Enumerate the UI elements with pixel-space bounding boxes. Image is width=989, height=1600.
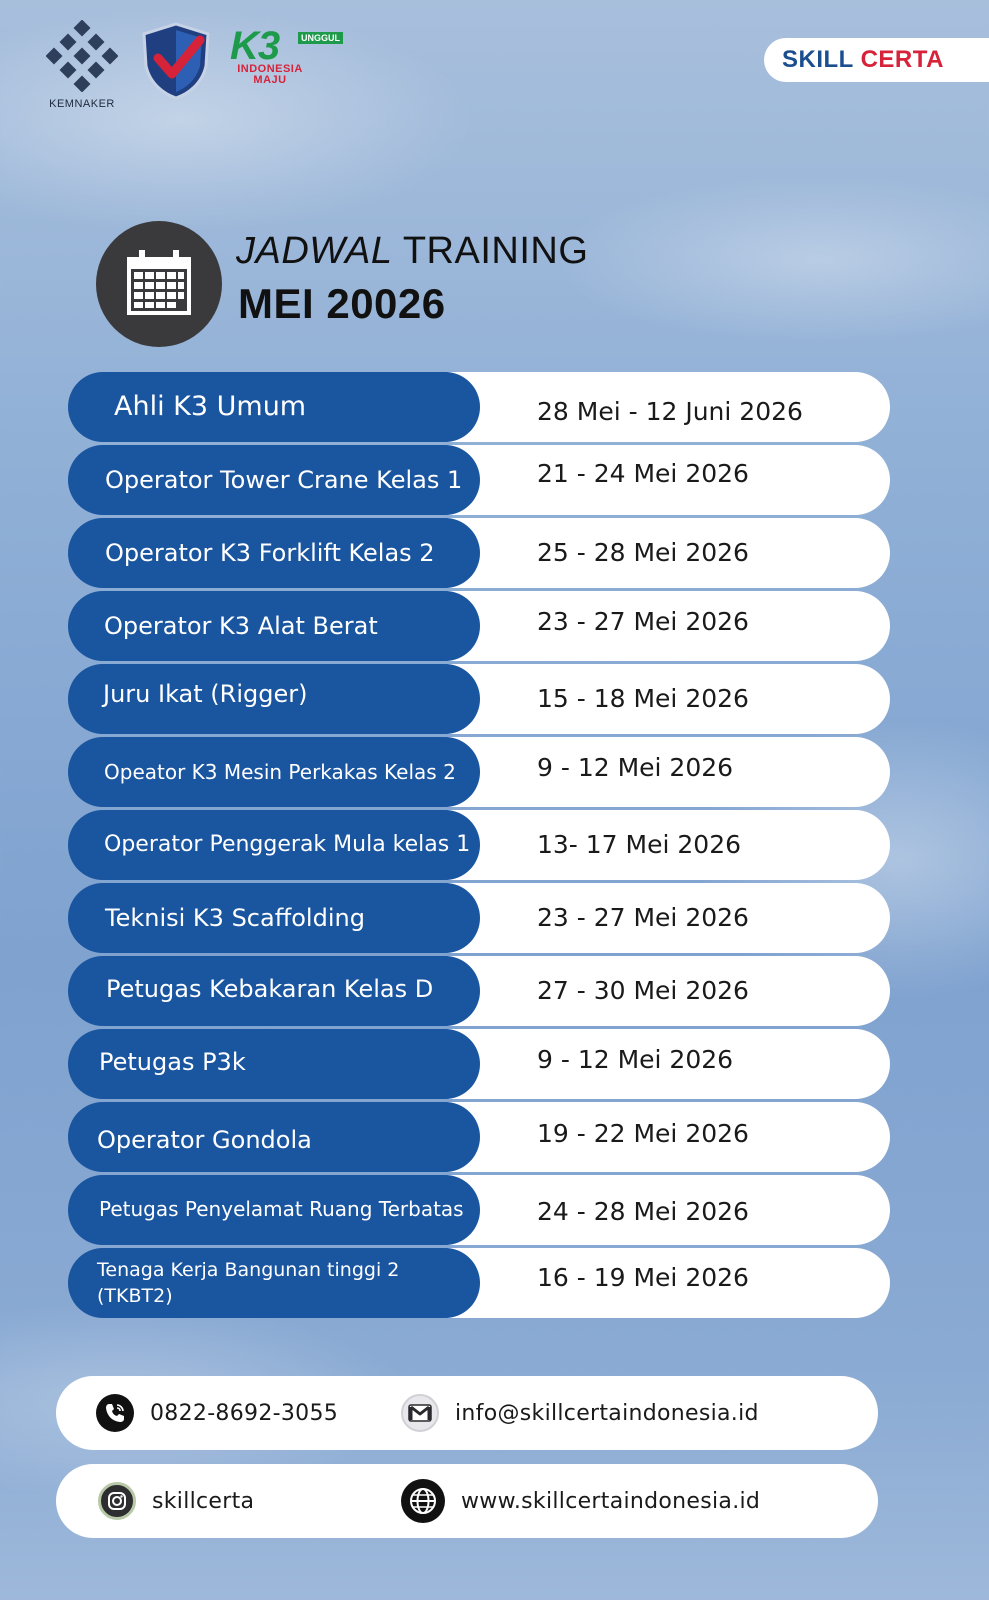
page-subtitle-month: MEI 20026 bbox=[238, 280, 446, 327]
course-name: Juru Ikat (Rigger) bbox=[103, 680, 308, 708]
contact-bar-primary bbox=[56, 1376, 878, 1450]
course-name: Operator Penggerak Mula kelas 1 bbox=[104, 832, 471, 857]
course-name: Petugas Kebakaran Kelas D bbox=[106, 975, 434, 1003]
course-name: Operator K3 Forklift Kelas 2 bbox=[105, 539, 435, 567]
phone-icon bbox=[96, 1394, 134, 1432]
course-name: Teknisi K3 Scaffolding bbox=[105, 904, 365, 932]
course-cell bbox=[68, 1029, 480, 1099]
schedule-row bbox=[68, 810, 890, 880]
k3-unggul-logo bbox=[230, 24, 350, 86]
shield-check-icon bbox=[140, 22, 212, 100]
course-date: 15 - 18 Mei 2026 bbox=[537, 684, 749, 713]
calendar-badge bbox=[96, 221, 222, 347]
course-cell bbox=[68, 518, 480, 588]
course-cell bbox=[68, 591, 480, 661]
mail-icon bbox=[401, 1394, 439, 1432]
title-jadwal: JADWAL bbox=[236, 230, 393, 272]
course-date: 9 - 12 Mei 2026 bbox=[537, 1045, 734, 1074]
brand-pill bbox=[764, 38, 989, 82]
k3-line1: INDONESIA bbox=[237, 63, 303, 75]
course-cell bbox=[68, 372, 480, 442]
course-date: 27 - 30 Mei 2026 bbox=[537, 976, 749, 1005]
shield-logo bbox=[140, 22, 212, 104]
course-date: 23 - 27 Mei 2026 bbox=[537, 607, 749, 636]
schedule-row bbox=[68, 737, 890, 807]
schedule-row bbox=[68, 1029, 890, 1099]
course-name: Ahli K3 Umum bbox=[114, 391, 307, 422]
website-contact[interactable] bbox=[401, 1464, 760, 1538]
course-cell bbox=[68, 1175, 480, 1245]
course-name: Operator Tower Crane Kelas 1 bbox=[105, 466, 463, 494]
course-date: 25 - 28 Mei 2026 bbox=[537, 538, 749, 567]
k3-line2: MAJU bbox=[253, 74, 287, 86]
course-name: Tenaga Kerja Bangunan tinggi 2 (TKBT2) bbox=[97, 1259, 400, 1307]
kemnaker-label: KEMNAKER bbox=[49, 98, 115, 110]
brand-skill: SKILL bbox=[782, 46, 854, 73]
course-date: 9 - 12 Mei 2026 bbox=[537, 753, 734, 782]
course-cell bbox=[68, 445, 480, 515]
course-date: 24 - 28 Mei 2026 bbox=[537, 1197, 749, 1226]
course-cell bbox=[68, 737, 480, 807]
course-cell bbox=[68, 883, 480, 953]
course-cell bbox=[68, 1102, 480, 1172]
k3-mark: K3 bbox=[230, 24, 280, 68]
schedule-row bbox=[68, 664, 890, 734]
schedule-row bbox=[68, 591, 890, 661]
globe-icon bbox=[401, 1479, 445, 1523]
instagram-icon bbox=[98, 1482, 136, 1520]
schedule-row bbox=[68, 445, 890, 515]
k3-badge: UNGGUL bbox=[298, 32, 343, 44]
course-date: 13- 17 Mei 2026 bbox=[537, 830, 742, 859]
schedule-row bbox=[68, 518, 890, 588]
title-training: TRAINING bbox=[392, 230, 589, 272]
contact-bar-secondary bbox=[56, 1464, 878, 1538]
course-date: 28 Mei - 12 Juni 2026 bbox=[537, 397, 803, 426]
course-name: Operator Gondola bbox=[97, 1126, 312, 1154]
instagram-contact[interactable] bbox=[98, 1464, 254, 1538]
kemnaker-emblem-icon bbox=[46, 20, 118, 92]
phone-number: 0822-8692-3055 bbox=[150, 1400, 339, 1426]
email-address: info@skillcertaindonesia.id bbox=[455, 1400, 759, 1426]
course-cell bbox=[68, 956, 480, 1026]
course-name: Petugas Penyelamat Ruang Terbatas bbox=[99, 1197, 464, 1221]
schedule-row bbox=[68, 1175, 890, 1245]
course-date: 23 - 27 Mei 2026 bbox=[537, 903, 749, 932]
page-title bbox=[236, 230, 588, 273]
course-cell bbox=[68, 664, 480, 734]
course-date: 21 - 24 Mei 2026 bbox=[537, 459, 749, 488]
course-date: 16 - 19 Mei 2026 bbox=[537, 1263, 749, 1292]
course-name: Operator K3 Alat Berat bbox=[104, 612, 378, 640]
schedule-row bbox=[68, 372, 890, 442]
course-date: 19 - 22 Mei 2026 bbox=[537, 1119, 749, 1148]
phone-contact[interactable] bbox=[96, 1376, 338, 1450]
course-cell bbox=[68, 1248, 480, 1318]
website-url: www.skillcertaindonesia.id bbox=[461, 1488, 761, 1514]
email-contact[interactable] bbox=[401, 1376, 759, 1450]
instagram-handle: skillcerta bbox=[152, 1488, 255, 1514]
calendar-icon bbox=[124, 249, 194, 319]
course-name: Petugas P3k bbox=[99, 1048, 246, 1076]
brand-certa: CERTA bbox=[860, 46, 944, 73]
course-cell bbox=[68, 810, 480, 880]
schedule-row bbox=[68, 1102, 890, 1172]
schedule-row bbox=[68, 956, 890, 1026]
schedule-row bbox=[68, 1248, 890, 1318]
course-name: Opeator K3 Mesin Perkakas Kelas 2 bbox=[104, 760, 456, 784]
kemnaker-logo bbox=[44, 20, 120, 110]
schedule-row bbox=[68, 883, 890, 953]
